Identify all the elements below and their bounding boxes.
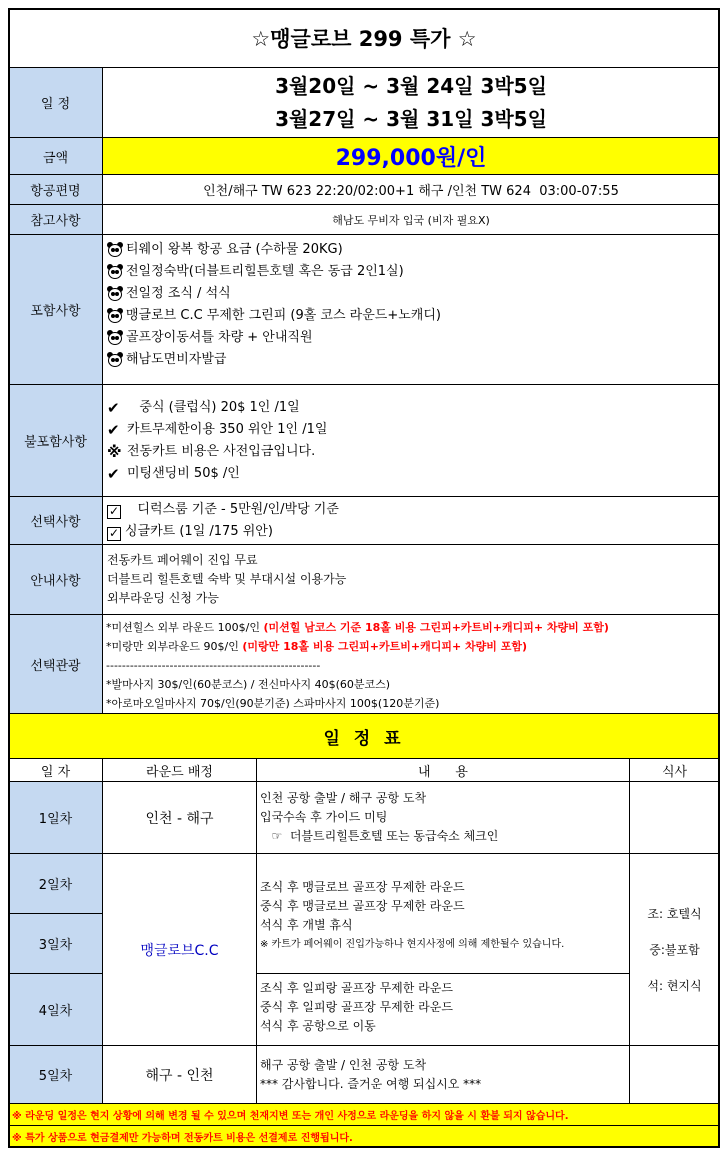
check-icon: ✔ bbox=[107, 465, 120, 483]
excluded-item: ✔ 미팅샌딩비 50$ /인 bbox=[107, 465, 240, 483]
flight-label: 항공편명 bbox=[8, 174, 103, 205]
panda-icon bbox=[107, 330, 123, 346]
day-1-content: 인천 공항 출발 / 해구 공항 도착 입국수속 후 가이드 미팅 ☞ 더블트리힐튼호텔 또는 동급숙소 체크인 bbox=[256, 781, 630, 854]
panda-icon bbox=[107, 286, 123, 302]
included-item: 맹글로브 C.C 무제한 그린피 (9홀 코스 라운드+노캐디) bbox=[107, 305, 719, 327]
check-icon: ✔ bbox=[107, 399, 120, 417]
tour-item: *아로마오일마사지 70$/인(90분기준) 스파마사지 100$(120분기준) bbox=[106, 697, 440, 710]
panda-icon bbox=[107, 308, 123, 324]
day-5-label: 5일차 bbox=[8, 1045, 103, 1104]
days-2-4-round: 맹글로브C.C bbox=[102, 853, 257, 1046]
page-title: ☆맹글로브 299 특가 ☆ bbox=[8, 8, 720, 68]
tour-item: *미션힐스 외부 라운드 100$/인 (미션힐 남코스 기준 18홀 비용 그린피+카트비+캐디피+ 차량비 포함) bbox=[106, 621, 609, 634]
price-label: 금액 bbox=[8, 137, 103, 175]
optional-tour-label: 선택관광 bbox=[8, 614, 103, 714]
panda-icon bbox=[107, 242, 123, 258]
day-1-label: 1일차 bbox=[8, 781, 103, 854]
included-item: 전일정 조식 / 석식 bbox=[107, 283, 719, 305]
flight-info: 인천/해구 TW 623 22:20/02:00+1 해구 /인천 TW 624 03:00-07:55 bbox=[102, 174, 720, 205]
guide-item: 외부라운딩 신청 가능 bbox=[107, 591, 219, 605]
tour-item: *미랑만 외부라운드 90$/인 (미랑만 18홀 비용 그린피+카트비+캐디피+ 차량비 포함) bbox=[106, 640, 528, 653]
check-icon: ✔ bbox=[107, 421, 120, 439]
option-item: ✓ 디럭스룸 기준 - 5만원/인/박당 기준 bbox=[108, 502, 339, 518]
header-content: 내 용 bbox=[256, 758, 630, 782]
panda-icon bbox=[107, 264, 123, 280]
price-value: 299,000원/인 bbox=[102, 137, 720, 175]
tour-item: *발마사지 30$/인(60분코스) / 전신마사지 40$(60분코스) bbox=[106, 678, 391, 691]
day-5-content: 해구 공항 출발 / 인천 공항 도착 *** 감사합니다. 즐거운 여행 되십시오 *** bbox=[256, 1045, 630, 1104]
day-3-label: 3일차 bbox=[8, 913, 103, 974]
checkbox-checked-icon: ✓ bbox=[108, 504, 120, 518]
day-1-round: 인천 - 해구 bbox=[102, 781, 257, 854]
days-2-4-meal: 조: 호텔식 중:불포함 석: 현지식 bbox=[629, 853, 720, 1046]
day-5-round: 해구 - 인천 bbox=[102, 1045, 257, 1104]
day-4-content: 조식 후 일피랑 골프장 무제한 라운드 중식 후 일피랑 골프장 무제한 라운드 석식 후 공항으로 이동 bbox=[256, 973, 630, 1046]
guide-item: 전동카트 페어웨이 진입 무료 bbox=[107, 553, 258, 567]
reference-mark-icon: ※ bbox=[107, 443, 122, 461]
footer-note-1: ※ 라운딩 일정은 현지 상황에 의해 변경 될 수 있으며 천재지변 또는 개인 사정으로 라운딩을 하지 않을 시 환불 되지 않습니다. bbox=[8, 1103, 720, 1126]
options-label: 선택사항 bbox=[8, 496, 103, 545]
header-round: 라운드 배정 bbox=[102, 758, 257, 782]
panda-icon bbox=[107, 352, 123, 368]
guide-list bbox=[102, 544, 720, 615]
included-label: 포함사항 bbox=[8, 234, 103, 385]
excluded-item: ✔ 카트무제한이용 350 위안 1인 /1일 bbox=[107, 421, 328, 439]
guide-item: 더블트리 힐튼호텔 숙박 및 부대시설 이용가능 bbox=[107, 572, 347, 586]
schedule-date-2: 3월27일 ~ 3월 31일 3박5일 bbox=[275, 106, 547, 131]
header-day: 일 자 bbox=[8, 758, 103, 782]
day-2-label: 2일차 bbox=[8, 853, 103, 914]
excluded-item: ✔ 중식 (클럽식) 20$ 1인 /1일 bbox=[107, 399, 300, 417]
guide-label: 안내사항 bbox=[8, 544, 103, 615]
footer-note-2: ※ 특가 상품으로 현금결제만 가능하며 전동카트 비용은 선결제로 진행됩니다. bbox=[8, 1125, 720, 1148]
schedule-table-title: 일 정 표 bbox=[8, 713, 720, 759]
checkbox-checked-icon: ✓ bbox=[108, 526, 120, 540]
excluded-item: ※ 전동카트 비용은 사전입금입니다. bbox=[107, 443, 316, 461]
header-meal: 식사 bbox=[629, 758, 720, 782]
day-5-meal bbox=[629, 1045, 720, 1104]
included-list bbox=[102, 234, 720, 385]
included-item: 티웨이 왕복 항공 요금 (수하물 20KG) bbox=[107, 239, 719, 261]
optional-tour-list bbox=[102, 614, 720, 714]
tour-divider: ------------------------------------------------------ bbox=[106, 659, 321, 672]
days-2-3-content: 조식 후 맹글로브 골프장 무제한 라운드 중식 후 맹글로브 골프장 무제한 라운드 석식 후 개별 휴식 ※ 카트가 페어웨이 진입가능하나 현지사정에 의해 제한될수 있습니다. bbox=[256, 853, 630, 974]
schedule-label: 일 정 bbox=[8, 67, 103, 138]
included-item: 전일정숙박(더블트리힐튼호텔 혹은 동급 2인1실) bbox=[107, 261, 719, 283]
schedule-dates bbox=[102, 67, 720, 138]
excluded-label: 불포함사항 bbox=[8, 384, 103, 497]
options-list bbox=[102, 496, 720, 545]
excluded-list bbox=[102, 384, 720, 497]
option-item: ✓ 싱글카트 (1일 /175 위안) bbox=[108, 524, 273, 540]
reference-info: 해남도 무비자 입국 (비자 필요X) bbox=[102, 204, 720, 235]
schedule-date-1: 3월20일 ~ 3월 24일 3박5일 bbox=[275, 73, 547, 98]
day-4-label: 4일차 bbox=[8, 973, 103, 1046]
included-item: 해남도면비자발급 bbox=[107, 349, 719, 371]
reference-label: 참고사항 bbox=[8, 204, 103, 235]
included-item: 골프장이동셔틀 차량 + 안내직원 bbox=[107, 327, 719, 349]
day-1-meal bbox=[629, 781, 720, 854]
